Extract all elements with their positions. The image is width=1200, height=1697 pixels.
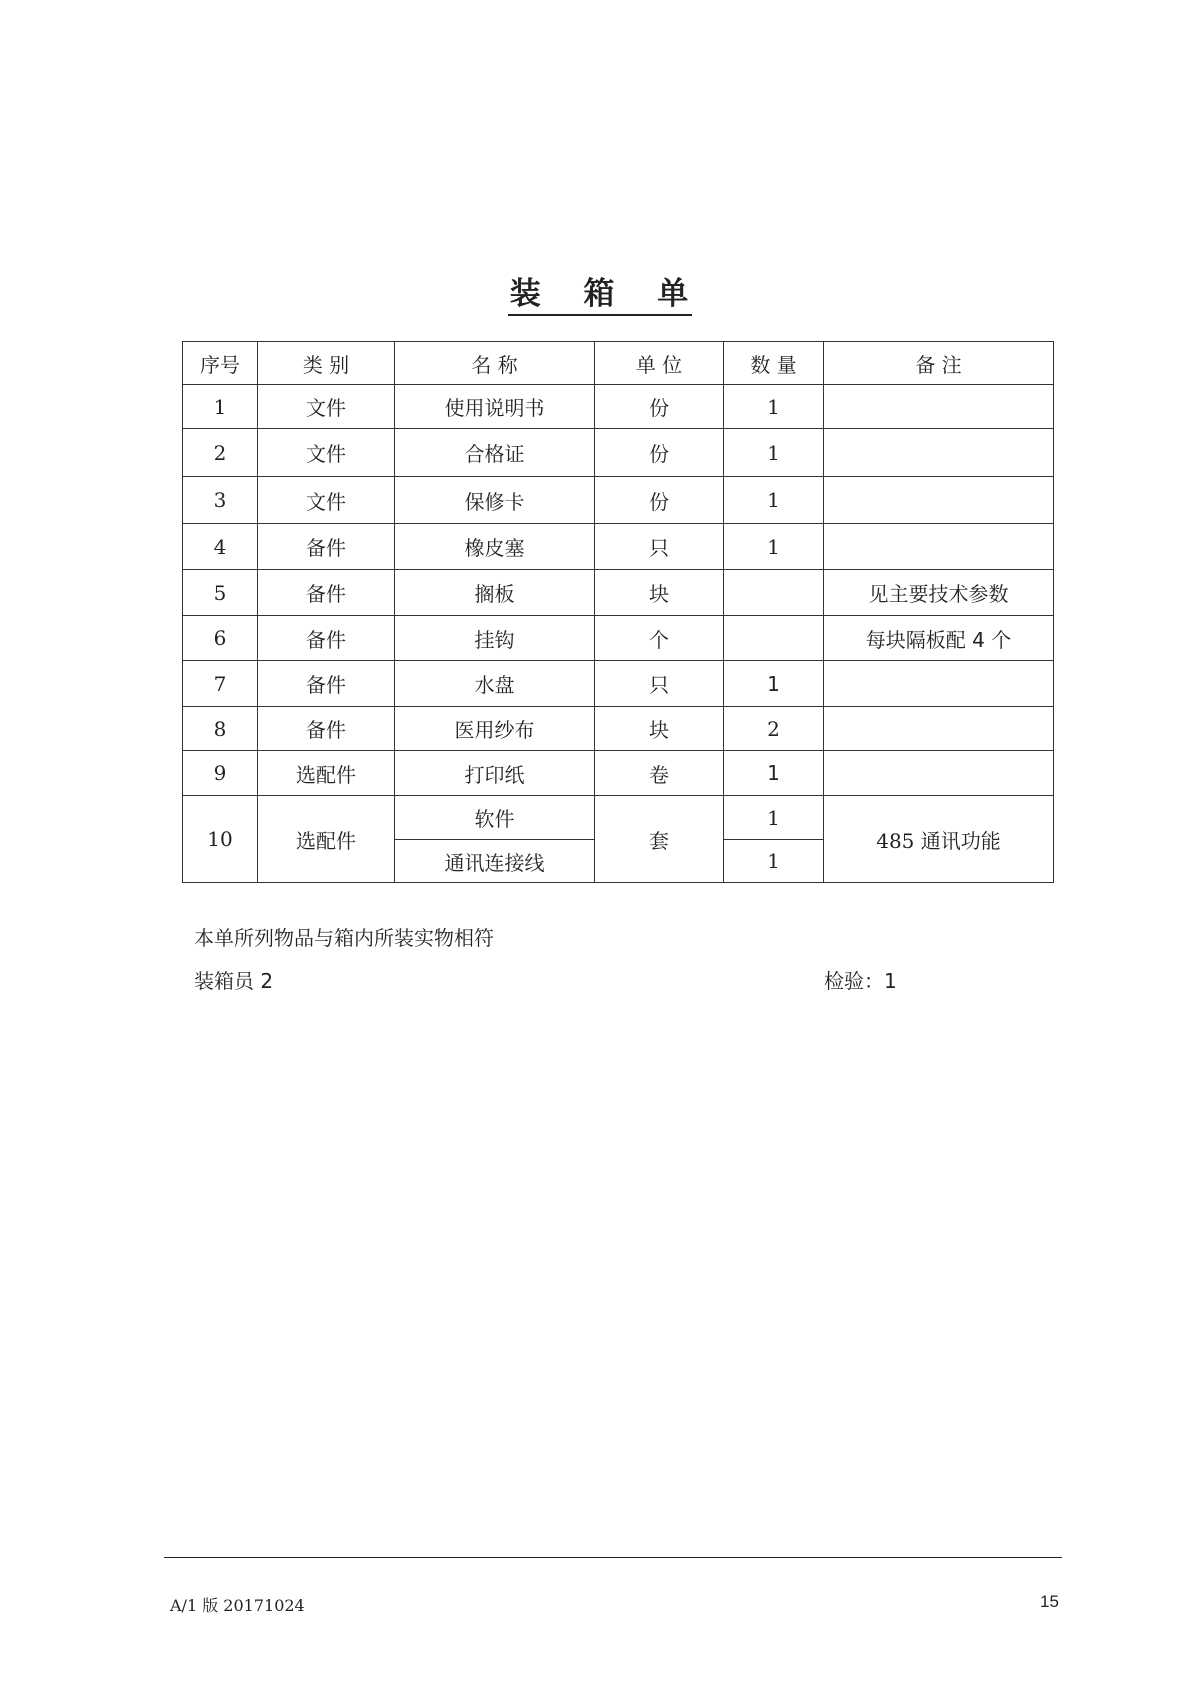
cell-category: 备件 bbox=[258, 707, 395, 751]
table-row bbox=[183, 429, 1054, 477]
header-name: 名 称 bbox=[395, 342, 595, 385]
cell-no: 3 bbox=[183, 477, 258, 524]
cell-quantity: 2 bbox=[724, 707, 824, 751]
cell-name: 医用纱布 bbox=[395, 707, 595, 751]
cell-no: 1 bbox=[183, 385, 258, 429]
cell-quantity: 1 bbox=[724, 661, 824, 707]
cell-category: 选配件 bbox=[258, 796, 395, 883]
cell-quantity: 1 bbox=[724, 751, 824, 796]
cell-remark bbox=[824, 477, 1054, 524]
cell-no: 9 bbox=[183, 751, 258, 796]
cell-name: 使用说明书 bbox=[395, 385, 595, 429]
cell-remark bbox=[824, 429, 1054, 477]
cell-quantity bbox=[724, 616, 824, 661]
table-row bbox=[183, 570, 1054, 616]
cell-unit: 份 bbox=[595, 385, 724, 429]
conformity-statement: 本单所列物品与箱内所装实物相符 bbox=[194, 926, 494, 950]
cell-unit: 卷 bbox=[595, 751, 724, 796]
cell-no: 10 bbox=[183, 796, 258, 883]
table-row bbox=[183, 477, 1054, 524]
header-quantity: 数 量 bbox=[724, 342, 824, 385]
table-row bbox=[183, 616, 1054, 661]
header-unit: 单 位 bbox=[595, 342, 724, 385]
cell-name: 水盘 bbox=[395, 661, 595, 707]
table-row-10-top bbox=[183, 796, 1054, 840]
cell-remark bbox=[824, 524, 1054, 570]
cell-name-cable: 通讯连接线 bbox=[395, 840, 595, 883]
cell-category: 文件 bbox=[258, 477, 395, 524]
cell-unit: 块 bbox=[595, 570, 724, 616]
cell-name: 合格证 bbox=[395, 429, 595, 477]
packing-list-table bbox=[182, 341, 1054, 883]
cell-name-software: 软件 bbox=[395, 796, 595, 840]
cell-category: 备件 bbox=[258, 616, 395, 661]
cell-name: 挂钩 bbox=[395, 616, 595, 661]
cell-name: 橡皮塞 bbox=[395, 524, 595, 570]
cell-no: 2 bbox=[183, 429, 258, 477]
header-remark: 备 注 bbox=[824, 342, 1054, 385]
cell-remark: 485 通讯功能 bbox=[824, 796, 1054, 883]
document-title bbox=[0, 268, 1200, 316]
cell-no: 8 bbox=[183, 707, 258, 751]
cell-quantity-cable: 1 bbox=[724, 840, 824, 883]
cell-unit: 块 bbox=[595, 707, 724, 751]
cell-name: 打印纸 bbox=[395, 751, 595, 796]
cell-category: 备件 bbox=[258, 524, 395, 570]
cell-quantity: 1 bbox=[724, 385, 824, 429]
cell-remark: 每块隔板配 4 个 bbox=[824, 616, 1054, 661]
header-category: 类 别 bbox=[258, 342, 395, 385]
cell-quantity bbox=[724, 570, 824, 616]
document-title-text: 装 箱 单 bbox=[508, 268, 693, 316]
cell-unit: 个 bbox=[595, 616, 724, 661]
cell-no: 4 bbox=[183, 524, 258, 570]
cell-name: 搁板 bbox=[395, 570, 595, 616]
cell-quantity: 1 bbox=[724, 524, 824, 570]
inspection-label: 检验：1 bbox=[824, 969, 897, 993]
cell-remark bbox=[824, 707, 1054, 751]
cell-name: 保修卡 bbox=[395, 477, 595, 524]
cell-quantity: 1 bbox=[724, 429, 824, 477]
table-header-row bbox=[183, 342, 1054, 385]
cell-remark: 见主要技术参数 bbox=[824, 570, 1054, 616]
cell-remark bbox=[824, 385, 1054, 429]
cell-quantity: 1 bbox=[724, 477, 824, 524]
cell-category: 选配件 bbox=[258, 751, 395, 796]
cell-no: 5 bbox=[183, 570, 258, 616]
cell-unit: 只 bbox=[595, 524, 724, 570]
table-row bbox=[183, 707, 1054, 751]
table-row bbox=[183, 751, 1054, 796]
footer-divider bbox=[164, 1557, 1062, 1558]
table-body bbox=[183, 385, 1054, 883]
table-row bbox=[183, 385, 1054, 429]
cell-unit: 份 bbox=[595, 429, 724, 477]
cell-category: 文件 bbox=[258, 385, 395, 429]
cell-quantity-software: 1 bbox=[724, 796, 824, 840]
cell-remark bbox=[824, 751, 1054, 796]
footer-page-number: 15 bbox=[1040, 1592, 1059, 1611]
cell-unit: 套 bbox=[595, 796, 724, 883]
cell-no: 6 bbox=[183, 616, 258, 661]
cell-remark bbox=[824, 661, 1054, 707]
cell-category: 备件 bbox=[258, 570, 395, 616]
cell-unit: 份 bbox=[595, 477, 724, 524]
cell-category: 备件 bbox=[258, 661, 395, 707]
cell-category: 文件 bbox=[258, 429, 395, 477]
header-no: 序号 bbox=[183, 342, 258, 385]
packer-label: 装箱员 2 bbox=[194, 969, 274, 993]
cell-no: 7 bbox=[183, 661, 258, 707]
table-row bbox=[183, 661, 1054, 707]
footer-version: A/1 版 20171024 bbox=[170, 1596, 305, 1615]
table-row bbox=[183, 524, 1054, 570]
cell-unit: 只 bbox=[595, 661, 724, 707]
